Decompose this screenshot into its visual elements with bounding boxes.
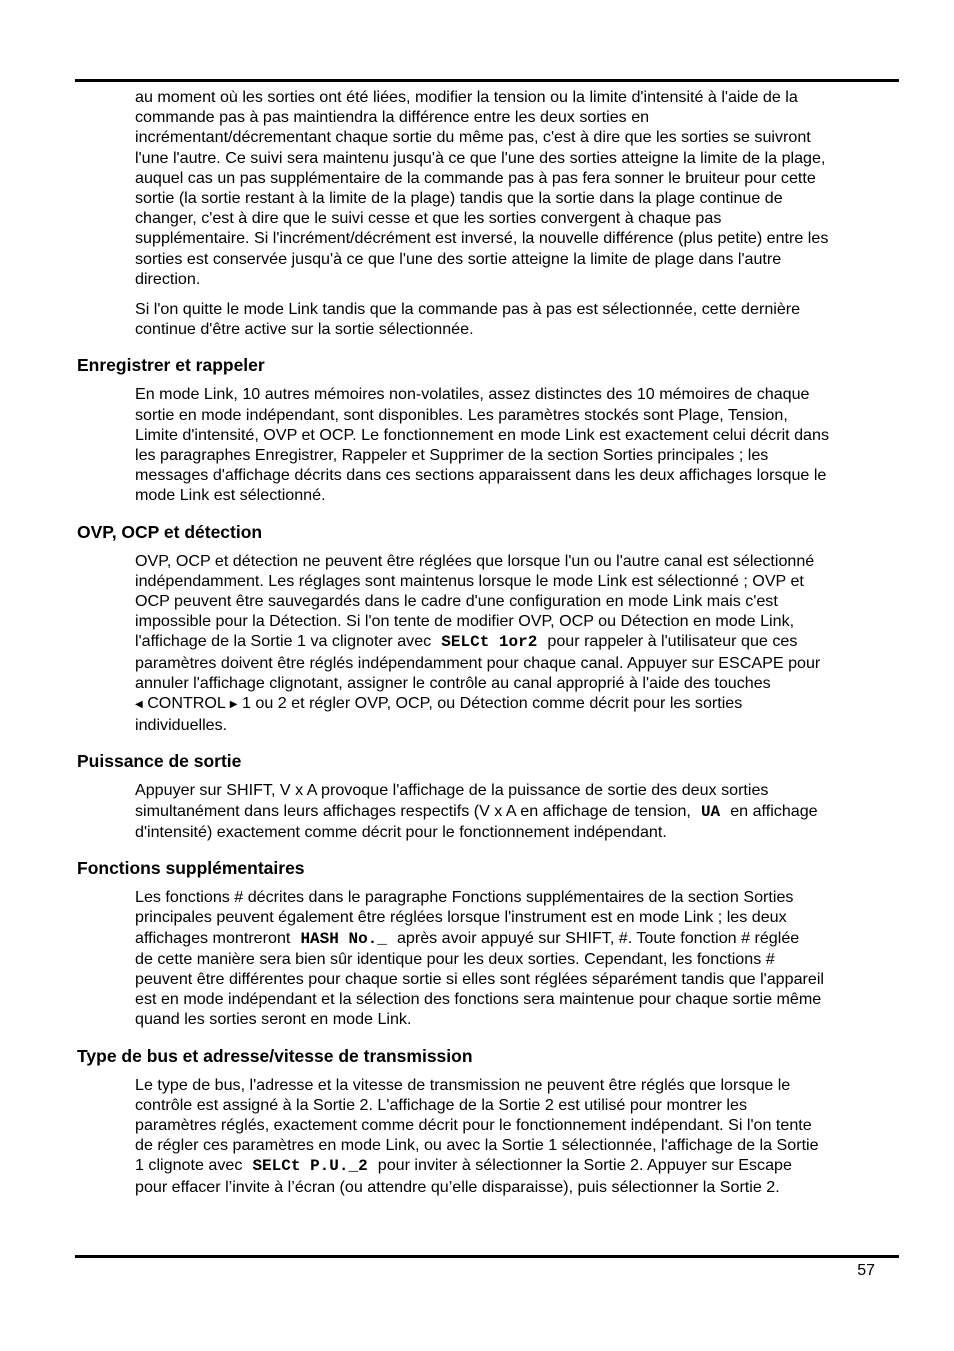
fonctions-text-a: Les fonctions # décrites dans le paragraphe Fonctions supplémentaires de la section Sorties principales peuvent également être réglées lorsque l'instrument est en mode Link ; les deux affichages montreront (135, 888, 794, 947)
ovp-text-c: 1 ou 2 et régler OVP, OCP, ou Détection comme décrit pour les sorties individuelles. (135, 694, 743, 735)
left-arrow-icon: ◀ (135, 699, 143, 711)
puissance-text-a: Appuyer sur SHIFT, V x A provoque l'affichage de la puissance de sortie des deux sorties simultanément dans leurs affichages respectifs (V x A en affichage de tension, (135, 781, 769, 820)
section-fonctions (77, 858, 899, 1029)
ovp-text-a: OVP, OCP et détection ne peuvent être réglées que lorsque l'un ou l'autre canal est sélectionné indépendamment. Les réglages sont maintenus lorsque le mode Link est sélectionné ; OVP et OCP peuvent être sauvegardés dans le cadre d'une configuration en mode Link mais c'est impossible pour la Détection. Si l'on tente de modifier OVP, OCP ou Détection en mode Link, l'affichage de la Sortie 1 va clignoter avec (135, 551, 815, 651)
heading-ovp: OVP, OCP et détection (77, 521, 263, 542)
fonctions-text-b: après avoir appuyé sur SHIFT, #. Toute fonction # réglée de cette manière sera bien sûr identique pour les deux sorties. Cependant, les fonctions # peuvent être différentes pour chaque sortie si elles sont réglées séparément tandis que l'appareil est en mode indépendant et la sélection des fonctions sera maintenue pour chaque sortie même quand les sorties seront en mode Link. (135, 928, 824, 1029)
paragraph-fonctions (135, 887, 899, 1029)
puissance-text-b: en affichage d'intensité) exactement comme décrit pour le fonctionnement indépendant. (135, 801, 818, 841)
section-ovp (77, 522, 899, 736)
paragraph-ovp (135, 551, 899, 736)
control-key-label: CONTROL (147, 694, 226, 713)
display-code-selct-1or2: SELCt 1or2 (441, 633, 538, 652)
display-code-ua: UA (700, 802, 721, 821)
heading-puissance: Puissance de sortie (77, 751, 242, 772)
right-arrow-icon: ▶ (229, 699, 238, 711)
heading-bus: Type de bus et adresse/vitesse de transmission (77, 1045, 473, 1066)
paragraph-bus (135, 1075, 899, 1197)
display-code-hash-no: HASH No._ (300, 929, 387, 948)
heading-enregistrer: Enregistrer et rappeler (77, 355, 265, 376)
paragraph-enregistrer: En mode Link, 10 autres mémoires non-volatiles, assez distinctes des 10 mémoires de chaque sortie en mode indépendant, sont disponibles. Les paramètres stockés sont Plage, Tension, Limite d'intensité, OVP et OCP. Le fonctionnement en mode Link est exactement celui décrit dans les paragraphes Enregistrer, Rappeler et Supprimer de la section Sorties principales ; les messages d'affichage décrits dans ces sections apparaissent dans les deux affichages lorsque le mode Link est sélectionné. (135, 385, 830, 505)
section-enregistrer (77, 355, 899, 505)
display-code-selct-pu-2: SELCt P.U._2 (252, 1157, 368, 1176)
bus-text-a: Le type de bus, l'adresse et la vitesse de transmission ne peuvent être réglés que lorsque le contrôle est assigné à la Sortie 2. L'affichage de la Sortie 2 est utilisé pour montrer les paramètres réglés, exactement comme décrit pour le fonctionnement indépendant. Si l'on tente de régler ces paramètres en mode Link, ou avec la Sortie 1 sélectionnée, l'affichage de la Sortie 1 clignote avec (135, 1075, 819, 1175)
intro-paragraph-1: au moment où les sorties ont été liées, modifier la tension ou la limite d'intensité à l'aide de la commande pas à pas maintiendra la différence entre les deux sorties en incrémentant/décrementant chaque sortie du même pas, c'est à dire que les sorties se suivront l'une l'autre. Ce suivi sera maintenu jusqu'à ce que l'une des sorties atteigne la limite de la plage, auquel cas un pas supplémentaire de la commande pas à pas fera sonner le bruiteur pour cette sortie (la sortie restant à la limite de la plage) tandis que la sortie dans la plage continue de changer, c'est à dire que le suivi cesse et que les sorties convergent à chaque pas supplémentaire. Si l'incrément/décrément est inversé, la nouvelle différence (plus petite) entre les sorties est conservée jusqu'à ce que l'une des sortie atteigne la limite de plage dans l'autre direction. (135, 88, 829, 288)
page-number: 57 (857, 1262, 875, 1279)
bus-text-b: pour inviter à sélectionner la Sortie 2. Appuyer sur Escape pour effacer l’invite à l’écran (ou attendre qu’elle disparaisse), puis sélectionner la Sortie 2. (135, 1156, 792, 1196)
page-content (77, 87, 899, 1207)
section-puissance (77, 751, 899, 842)
heading-fonctions: Fonctions supplémentaires (77, 858, 305, 879)
top-rule (75, 79, 899, 82)
intro-paragraph-2: Si l'on quitte le mode Link tandis que la commande pas à pas est sélectionnée, cette dernière continue d'être active sur la sortie sélectionnée. (135, 300, 801, 339)
bottom-rule (75, 1255, 899, 1258)
ovp-text-b: pour rappeler à l'utilisateur que ces paramètres doivent être réglés indépendamment pour chaque canal. Appuyer sur ESCAPE pour annuler l'affichage clignotant, assigner le contrôle au canal approprié à l'aide des touches (135, 632, 821, 692)
paragraph-puissance (135, 780, 899, 842)
section-bus (77, 1046, 899, 1197)
